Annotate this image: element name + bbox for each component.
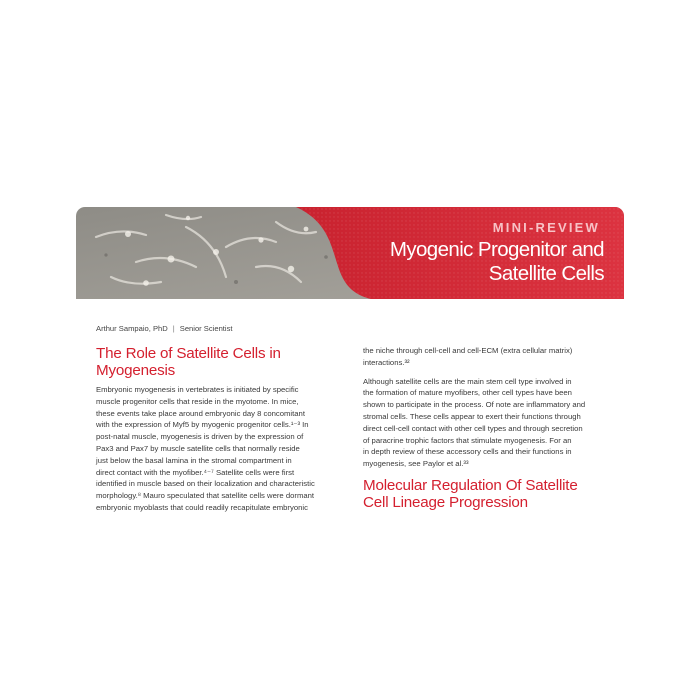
text-line: interactions.³² xyxy=(363,357,410,367)
byline-separator: | xyxy=(172,324,175,333)
text-line: of paracrine trophic factors that stimulate myogenesis. For an xyxy=(363,435,572,445)
text-line: in depth review of these accessory cells and their functions in xyxy=(363,447,572,457)
paragraph xyxy=(363,376,601,470)
text-line: these events take place around embryonic day 8 concomitant xyxy=(96,408,305,418)
heading-line: Myogenesis xyxy=(96,362,176,379)
author-role: Senior Scientist xyxy=(179,324,233,333)
text-line: Pax3 and Pax7 by muscle satellite cells that normally reside xyxy=(96,443,300,453)
text-line: shown to participate in the process. Of note are inflammatory and xyxy=(363,400,586,410)
text-line: the formation of mature myofibers, other cell types have been xyxy=(363,388,572,398)
heading-line: Molecular Regulation Of Satellite xyxy=(363,476,578,494)
text-line: post-natal muscle, myogenesis is driven by the expression of xyxy=(96,432,304,442)
mini-review-label: MINI-REVIEW xyxy=(492,220,600,235)
text-line: morphology.⁸ Mauro speculated that satellite cells were dormant xyxy=(96,491,315,501)
text-line: the niche through cell-cell and cell-ECM (extra cellular matrix) xyxy=(363,346,573,355)
paragraph xyxy=(96,384,334,514)
text-line: with the expression of Myf5 by myogenic progenitor cells.¹⁻³ In xyxy=(96,420,309,430)
text-line: embryonic myoblasts that could readily recapitulate embryonic xyxy=(96,502,308,512)
article-title-line: Satellite Cells xyxy=(488,262,604,285)
heading-line: Cell Lineage Progression xyxy=(363,493,528,511)
right-column xyxy=(363,345,601,511)
heading-line: The Role of Satellite Cells in xyxy=(96,345,281,362)
section-heading-role xyxy=(96,345,334,379)
text-line: muscle progenitor cells that reside in the myotome. In mice, xyxy=(96,396,299,406)
article-title xyxy=(344,238,604,286)
paragraph xyxy=(363,345,601,369)
section-heading-molecular xyxy=(363,477,601,511)
article-card xyxy=(76,207,624,518)
text-line: direct cell-cell contact with other cell types and through secretion xyxy=(363,423,583,433)
text-line: Embryonic myogenesis in vertebrates is initiated by specific xyxy=(96,385,299,394)
article-title-line: Myogenic Progenitor and xyxy=(389,238,604,261)
text-line: identified in muscle based on their localization and characteristic xyxy=(96,479,315,489)
byline xyxy=(96,324,233,333)
text-line: myogenesis, see Paylor et al.³³ xyxy=(363,459,469,469)
header-banner xyxy=(76,207,624,299)
text-line: just below the basal lamina in the stromal compartment in xyxy=(96,455,292,465)
text-line: direct contact with the myofiber.⁴⁻⁷ Satellite cells were first xyxy=(96,467,295,477)
left-column xyxy=(96,345,334,514)
text-line: stromal cells. These cells appear to exert their functions through xyxy=(363,411,581,421)
text-line: Although satellite cells are the main stem cell type involved in xyxy=(363,376,572,386)
author-name: Arthur Sampaio, PhD xyxy=(96,324,168,333)
